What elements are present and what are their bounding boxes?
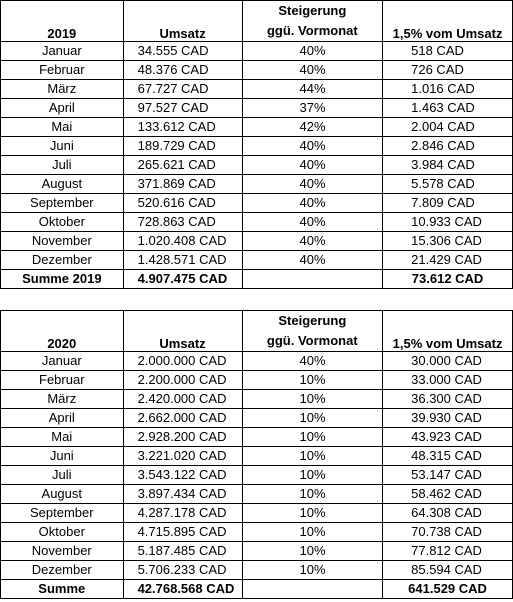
month-cell[interactable]: Mai <box>1 118 124 137</box>
steigerung-cell[interactable]: 37% <box>242 99 383 118</box>
sum-steigerung-cell[interactable] <box>242 270 383 289</box>
steigerung-cell[interactable]: 10% <box>242 561 383 580</box>
sales-table-2019 <box>0 0 513 289</box>
month-cell[interactable]: Juli <box>1 466 124 485</box>
provision-cell[interactable]: 10.933 CAD <box>383 213 513 232</box>
provision-cell[interactable]: 77.812 CAD <box>383 542 513 561</box>
umsatz-cell[interactable]: 67.727 CAD <box>123 80 242 99</box>
steigerung-cell[interactable]: 40% <box>242 194 383 213</box>
provision-cell[interactable]: 30.000 CAD <box>383 352 513 371</box>
steigerung-cell[interactable]: 10% <box>242 428 383 447</box>
umsatz-cell[interactable]: 2.420.000 CAD <box>123 390 242 409</box>
umsatz-cell[interactable]: 133.612 CAD <box>123 118 242 137</box>
spacer-row <box>0 291 513 310</box>
provision-cell[interactable]: 58.462 CAD <box>383 485 513 504</box>
table-row <box>1 61 513 80</box>
table-row <box>1 466 513 485</box>
steigerung-cell[interactable]: 40% <box>242 175 383 194</box>
table-row <box>1 137 513 156</box>
table-row <box>1 447 513 466</box>
provision-cell[interactable]: 36.300 CAD <box>383 390 513 409</box>
month-cell[interactable]: März <box>1 80 124 99</box>
steigerung-cell[interactable]: 10% <box>242 390 383 409</box>
month-cell[interactable]: November <box>1 232 124 251</box>
table-row <box>1 409 513 428</box>
month-cell[interactable]: Juli <box>1 156 124 175</box>
provision-cell[interactable]: 3.984 CAD <box>383 156 513 175</box>
year-header-cell[interactable]: 2019 <box>1 1 124 42</box>
month-cell[interactable]: Juni <box>1 137 124 156</box>
sales-table-2020 <box>0 310 513 599</box>
table-row <box>1 371 513 390</box>
header-row <box>1 311 513 352</box>
steigerung-cell[interactable]: 10% <box>242 466 383 485</box>
sum-umsatz-cell[interactable]: 4.907.475 CAD <box>123 270 242 289</box>
sum-provision-cell[interactable]: 641.529 CAD <box>383 580 513 599</box>
steigerung-cell[interactable]: 40% <box>242 251 383 270</box>
umsatz-header-cell[interactable]: Umsatz <box>123 311 242 352</box>
sum-label-cell[interactable]: Summe <box>1 580 124 599</box>
steigerung-cell[interactable]: 40% <box>242 213 383 232</box>
table-row <box>1 194 513 213</box>
provision-header-cell[interactable]: 1,5% vom Umsatz <box>383 311 513 352</box>
provision-cell[interactable]: 43.923 CAD <box>383 428 513 447</box>
umsatz-cell[interactable]: 2.000.000 CAD <box>123 352 242 371</box>
month-cell[interactable]: September <box>1 194 124 213</box>
steigerung-header-line2: ggü. Vormonat <box>266 23 358 38</box>
steigerung-header-line1: Steigerung <box>278 3 347 18</box>
table-row <box>1 542 513 561</box>
table-row <box>1 42 513 61</box>
sales-table-2019-body <box>1 1 513 289</box>
steigerung-cell[interactable]: 40% <box>242 137 383 156</box>
month-cell[interactable]: Februar <box>1 371 124 390</box>
umsatz-cell[interactable]: 2.200.000 CAD <box>123 371 242 390</box>
provision-cell[interactable]: 33.000 CAD <box>383 371 513 390</box>
month-cell[interactable]: April <box>1 409 124 428</box>
month-cell[interactable]: April <box>1 99 124 118</box>
month-cell[interactable]: Januar <box>1 42 124 61</box>
steigerung-cell[interactable]: 10% <box>242 523 383 542</box>
umsatz-cell[interactable]: 4.715.895 CAD <box>123 523 242 542</box>
header-row <box>1 1 513 42</box>
month-cell[interactable]: November <box>1 542 124 561</box>
umsatz-cell[interactable]: 97.527 CAD <box>123 99 242 118</box>
umsatz-cell[interactable]: 520.616 CAD <box>123 194 242 213</box>
steigerung-cell[interactable]: 40% <box>242 352 383 371</box>
provision-cell[interactable]: 2.846 CAD <box>383 137 513 156</box>
table-row <box>1 390 513 409</box>
steigerung-cell[interactable]: 40% <box>242 61 383 80</box>
table-row <box>1 485 513 504</box>
umsatz-cell[interactable]: 3.897.434 CAD <box>123 485 242 504</box>
table-row <box>1 175 513 194</box>
provision-cell[interactable]: 15.306 CAD <box>383 232 513 251</box>
umsatz-cell[interactable]: 4.287.178 CAD <box>123 504 242 523</box>
month-cell[interactable]: Januar <box>1 352 124 371</box>
steigerung-cell[interactable]: 40% <box>242 232 383 251</box>
provision-cell[interactable]: 1.463 CAD <box>383 99 513 118</box>
month-cell[interactable]: Februar <box>1 61 124 80</box>
steigerung-cell[interactable]: 44% <box>242 80 383 99</box>
table-row <box>1 232 513 251</box>
provision-cell[interactable]: 726 CAD <box>383 61 513 80</box>
umsatz-cell[interactable]: 1.020.408 CAD <box>123 232 242 251</box>
sales-table-2020-body <box>1 311 513 599</box>
steigerung-cell[interactable]: 10% <box>242 542 383 561</box>
month-cell[interactable]: März <box>1 390 124 409</box>
table-row <box>1 99 513 118</box>
sum-umsatz-cell[interactable]: 42.768.568 CAD <box>123 580 242 599</box>
month-cell[interactable]: Mai <box>1 428 124 447</box>
month-cell[interactable]: August <box>1 485 124 504</box>
table-row <box>1 504 513 523</box>
table-row <box>1 251 513 270</box>
steigerung-cell[interactable]: 10% <box>242 371 383 390</box>
month-cell[interactable]: Dezember <box>1 561 124 580</box>
provision-cell[interactable]: 7.809 CAD <box>383 194 513 213</box>
umsatz-cell[interactable]: 2.928.200 CAD <box>123 428 242 447</box>
provision-cell[interactable]: 5.578 CAD <box>383 175 513 194</box>
table-row <box>1 80 513 99</box>
month-cell[interactable]: August <box>1 175 124 194</box>
sum-row <box>1 580 513 599</box>
umsatz-cell[interactable]: 1.428.571 CAD <box>123 251 242 270</box>
sum-steigerung-cell[interactable] <box>242 580 383 599</box>
umsatz-cell[interactable]: 2.662.000 CAD <box>123 409 242 428</box>
table-row <box>1 561 513 580</box>
umsatz-cell[interactable]: 3.221.020 CAD <box>123 447 242 466</box>
umsatz-cell[interactable]: 34.555 CAD <box>123 42 242 61</box>
sum-row <box>1 270 513 289</box>
steigerung-cell[interactable]: 10% <box>242 504 383 523</box>
umsatz-cell[interactable]: 5.187.485 CAD <box>123 542 242 561</box>
provision-cell[interactable]: 39.930 CAD <box>383 409 513 428</box>
umsatz-cell[interactable]: 48.376 CAD <box>123 61 242 80</box>
month-cell[interactable]: Juni <box>1 447 124 466</box>
table-row <box>1 213 513 232</box>
umsatz-cell[interactable]: 371.869 CAD <box>123 175 242 194</box>
provision-cell[interactable]: 48.315 CAD <box>383 447 513 466</box>
month-cell[interactable]: Oktober <box>1 213 124 232</box>
table-row <box>1 118 513 137</box>
table-row <box>1 352 513 371</box>
table-row <box>1 428 513 447</box>
month-cell[interactable]: Oktober <box>1 523 124 542</box>
steigerung-cell[interactable]: 40% <box>242 42 383 61</box>
steigerung-header-line2: ggü. Vormonat <box>266 333 358 348</box>
umsatz-cell[interactable]: 728.863 CAD <box>123 213 242 232</box>
provision-cell[interactable]: 70.738 CAD <box>383 523 513 542</box>
year-header-cell[interactable]: 2020 <box>1 311 124 352</box>
provision-header-cell[interactable]: 1,5% vom Umsatz <box>383 1 513 42</box>
table-row <box>1 156 513 175</box>
steigerung-cell[interactable]: 10% <box>242 447 383 466</box>
month-cell[interactable]: Dezember <box>1 251 124 270</box>
provision-cell[interactable]: 85.594 CAD <box>383 561 513 580</box>
steigerung-header-cell[interactable] <box>242 1 383 42</box>
steigerung-cell[interactable]: 10% <box>242 485 383 504</box>
steigerung-header-cell[interactable] <box>242 311 383 352</box>
provision-cell[interactable]: 2.004 CAD <box>383 118 513 137</box>
umsatz-cell[interactable]: 265.621 CAD <box>123 156 242 175</box>
steigerung-cell[interactable]: 10% <box>242 409 383 428</box>
sum-provision-cell[interactable]: 73.612 CAD <box>383 270 513 289</box>
provision-cell[interactable]: 64.308 CAD <box>383 504 513 523</box>
umsatz-cell[interactable]: 5.706.233 CAD <box>123 561 242 580</box>
umsatz-cell[interactable]: 3.543.122 CAD <box>123 466 242 485</box>
steigerung-cell[interactable]: 40% <box>242 156 383 175</box>
provision-cell[interactable]: 518 CAD <box>383 42 513 61</box>
month-cell[interactable]: September <box>1 504 124 523</box>
steigerung-header-line1: Steigerung <box>278 313 347 328</box>
umsatz-header-cell[interactable]: Umsatz <box>123 1 242 42</box>
provision-cell[interactable]: 53.147 CAD <box>383 466 513 485</box>
provision-cell[interactable]: 1.016 CAD <box>383 80 513 99</box>
table-row <box>1 523 513 542</box>
provision-cell[interactable]: 21.429 CAD <box>383 251 513 270</box>
umsatz-cell[interactable]: 189.729 CAD <box>123 137 242 156</box>
sum-label-cell[interactable]: Summe 2019 <box>1 270 124 289</box>
steigerung-cell[interactable]: 42% <box>242 118 383 137</box>
